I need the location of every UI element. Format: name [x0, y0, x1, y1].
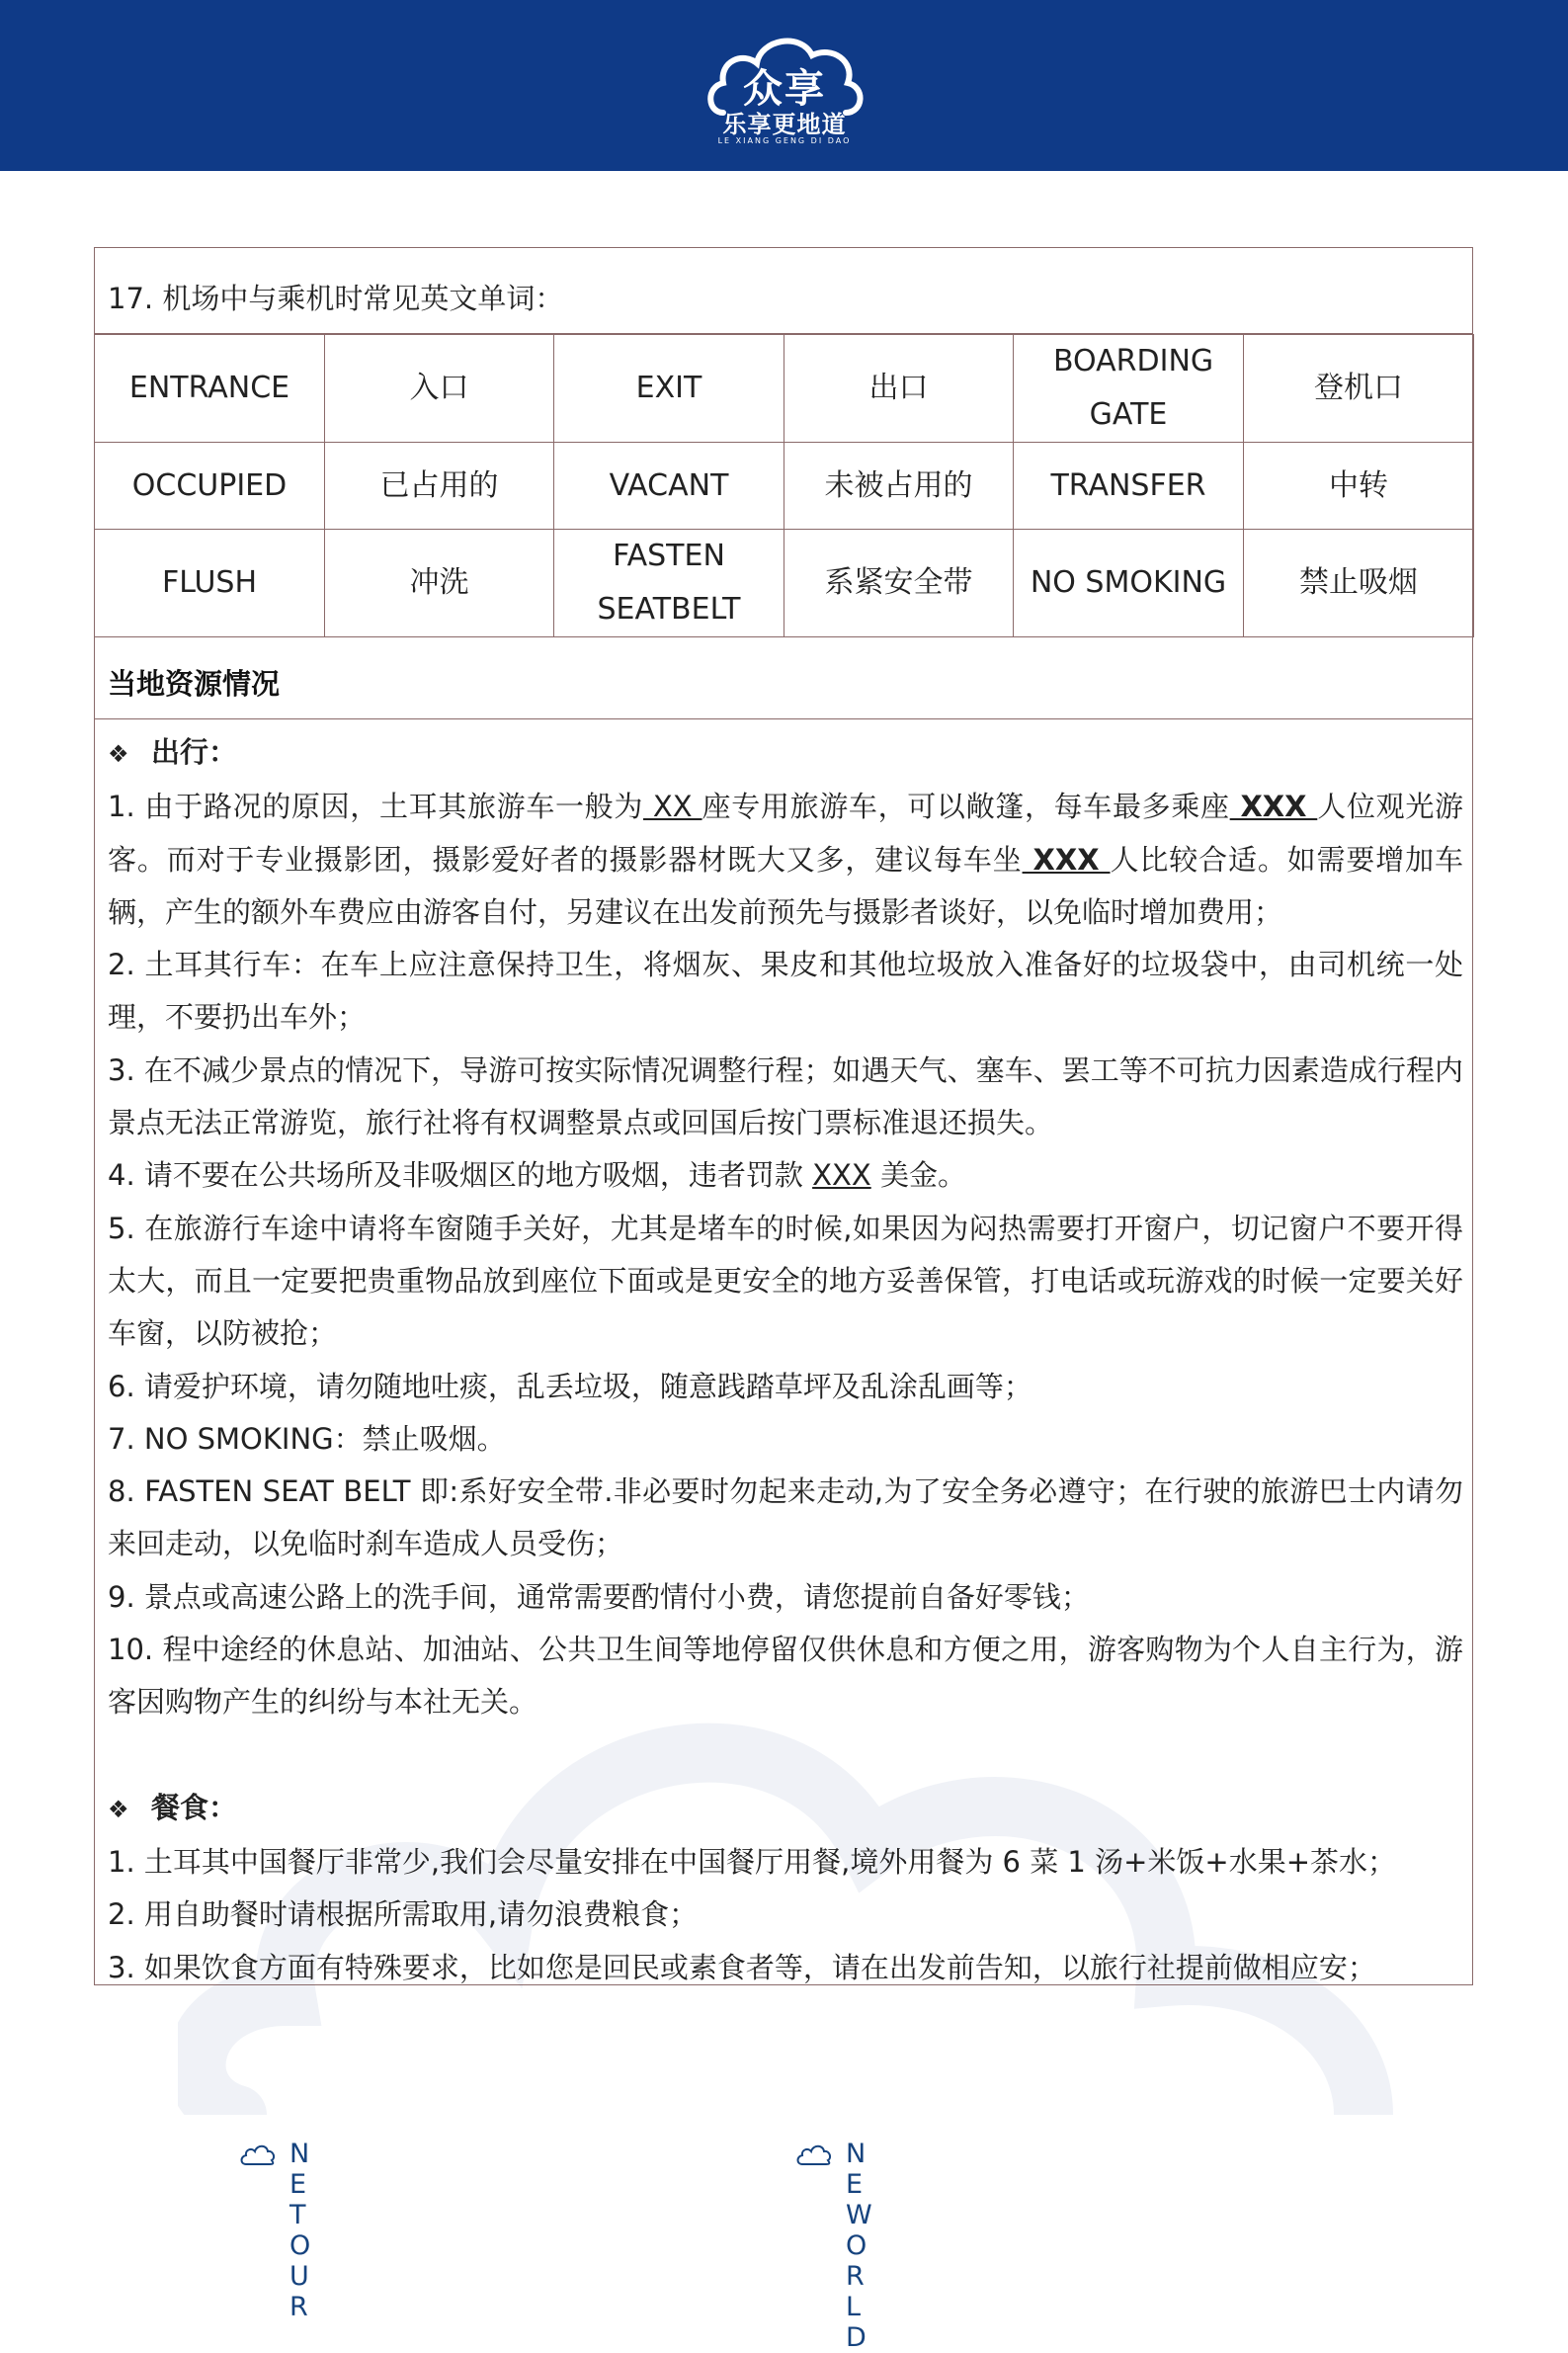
table-cell: NO SMOKING — [1014, 530, 1244, 637]
paragraph: 2. 用自助餐时请根据所需取用,请勿浪费粮食； — [108, 1897, 699, 1932]
footer-letter: R — [289, 2292, 308, 2322]
table-cell: OCCUPIED — [95, 443, 325, 530]
table-cell: 入口 — [325, 335, 554, 443]
paragraph: 8. FASTEN SEAT BELT 即:系好安全带.非必要时勿起来走动,为了安全务必遵守；在行驶的旅游巴士内请勿来回走动，以免临时刹车造成人员受伤； — [108, 1474, 1463, 1561]
paragraph: 7. NO SMOKING：禁止吸烟。 — [108, 1421, 506, 1456]
paragraph: 1. 土耳其中国餐厅非常少,我们会尽量安排在中国餐厅用餐,境外用餐为 6 菜 1 汤+米饭+水果+茶水； — [108, 1844, 1396, 1879]
footer-letter: E — [846, 2169, 864, 2200]
blank-field: XXX — [1229, 790, 1318, 824]
footer-letter: N — [846, 2139, 867, 2169]
brand-logo — [701, 22, 867, 152]
diamond-bullet-icon: ❖ — [108, 1795, 129, 1823]
footer-letter: O — [846, 2230, 867, 2261]
table-cell: FLUSH — [95, 530, 325, 637]
table-cell: 未被占用的 — [784, 443, 1014, 530]
text-span: 4. 请不要在公共场所及非吸烟区的地方吸烟，违者罚款 — [108, 1158, 803, 1193]
vocab-table — [94, 334, 1474, 637]
vocab-title-row — [94, 247, 1473, 334]
paragraph: 6. 请爱护环境，请勿随地吐痰，乱丢垃圾，随意践踏草坪及乱涂乱画等； — [108, 1369, 1032, 1403]
footer-letter: L — [846, 2292, 862, 2322]
logo-main-text: 众享 — [743, 66, 826, 112]
vocab-title: 17. 机场中与乘机时常见英文单词： — [108, 282, 564, 315]
footer-letter: R — [846, 2261, 865, 2292]
blank-field: XXX — [812, 1158, 871, 1193]
table-cell: EXIT — [554, 335, 784, 443]
table-cell: 已占用的 — [325, 443, 554, 530]
paragraph: 5. 在旅游行车途中请将车窗随手关好，尤其是堵车的时候,如果因为闷热需要打开窗户，切记窗户不要开得太大，而且一定要把贵重物品放到座位下面或是更安全的地方妥善保管，打电话或玩游戏的时候一定要关好车窗，以防被抢； — [108, 1211, 1463, 1351]
footer-letter: U — [289, 2261, 309, 2292]
paragraph: 3. 如果饮食方面有特殊要求，比如您是回民或素食者等，请在出发前告知，以旅行社提前做相应安； — [108, 1950, 1376, 1984]
paragraph: 9. 景点或高速公路上的洗手间，通常需要酌情付小费，请您提前自备好零钱； — [108, 1579, 1090, 1614]
logo-pinyin-text: LE XIANG GENG DI DAO — [717, 136, 852, 145]
table-cell: 出口 — [784, 335, 1014, 443]
paragraph: 2. 土耳其行车：在车上应注意保持卫生，将烟灰、果皮和其他垃圾放入准备好的垃圾袋中，由司机统一处理，不要扔出车外； — [108, 948, 1463, 1035]
footer-oneworld-letters — [846, 2139, 917, 2353]
table-cell: TRANSFER — [1014, 443, 1244, 530]
logo-sub-text: 乐享更地道 — [722, 111, 847, 138]
text-span: 人比较合适。如需要增加车辆，产生的额外车费应由游客自付，另建议在出发前预先与摄影者谈好，以免临时增加费用； — [108, 842, 1463, 929]
section-title: 当地资源情况 — [108, 667, 281, 701]
table-cell: VACANT — [554, 443, 784, 530]
section-title-row — [94, 632, 1473, 719]
table-cell: ENTRANCE — [95, 335, 325, 443]
footer — [0, 2135, 1568, 2353]
table-cell: BOARDING GATE — [1014, 335, 1244, 443]
dining-heading-text: 餐食： — [151, 1790, 238, 1824]
blank-field: XX — [643, 790, 702, 824]
footer-letter: T — [289, 2200, 306, 2230]
cloud-icon — [796, 2143, 832, 2166]
table-cell: FASTEN SEATBELT — [554, 530, 784, 637]
blank-field: XXX — [1022, 842, 1111, 877]
table-cell: 系紧安全带 — [784, 530, 1014, 637]
table-row — [95, 443, 1474, 530]
text-span: 美金。 — [879, 1158, 966, 1193]
paragraph: 10. 程中途经的休息站、加油站、公共卫生间等地停留仅供休息和方便之用，游客购物为个人自主行为，游客因购物产生的纠纷与本社无关。 — [108, 1633, 1463, 1720]
footer-letter: D — [846, 2322, 867, 2353]
dining-heading — [108, 1782, 1463, 1836]
paragraph — [108, 1149, 1463, 1202]
footer-letter: E — [289, 2169, 307, 2200]
text-span: 座专用旅游车，可以敞篷，每车最多乘座 — [701, 790, 1230, 824]
transport-heading — [108, 726, 1463, 781]
table-row — [95, 335, 1474, 443]
table-cell: 禁止吸烟 — [1244, 530, 1474, 637]
paragraph: 3. 在不减少景点的情况下，导游可按实际情况调整行程；如遇天气、塞车、罢工等不可抗力因素造成行程内景点无法正常游览，旅行社将有权调整景点或回国后按门票标准退还损失。 — [108, 1052, 1463, 1140]
cloud-icon — [240, 2143, 276, 2166]
transport-heading-text: 出行： — [151, 735, 238, 769]
table-cell: 冲洗 — [325, 530, 554, 637]
header-banner — [0, 0, 1568, 171]
paragraph — [108, 781, 1463, 939]
table-row — [95, 530, 1474, 637]
table-cell: 中转 — [1244, 443, 1474, 530]
footer-letter: N — [289, 2139, 310, 2169]
spacer — [108, 1729, 1463, 1782]
diamond-bullet-icon: ❖ — [108, 740, 129, 768]
footer-letter: W — [846, 2200, 872, 2230]
text-span: 1. 由于路况的原因，土耳其旅游车一般为 — [108, 790, 644, 824]
footer-onetour-letters — [289, 2139, 361, 2322]
table-cell: 登机口 — [1244, 335, 1474, 443]
footer-letter: O — [289, 2230, 311, 2261]
content-body — [108, 726, 1463, 1994]
text-span: 人位观光游客。而对于专业摄影团，摄影爱好者的摄影器材既大又多，建议每车坐 — [108, 790, 1463, 877]
